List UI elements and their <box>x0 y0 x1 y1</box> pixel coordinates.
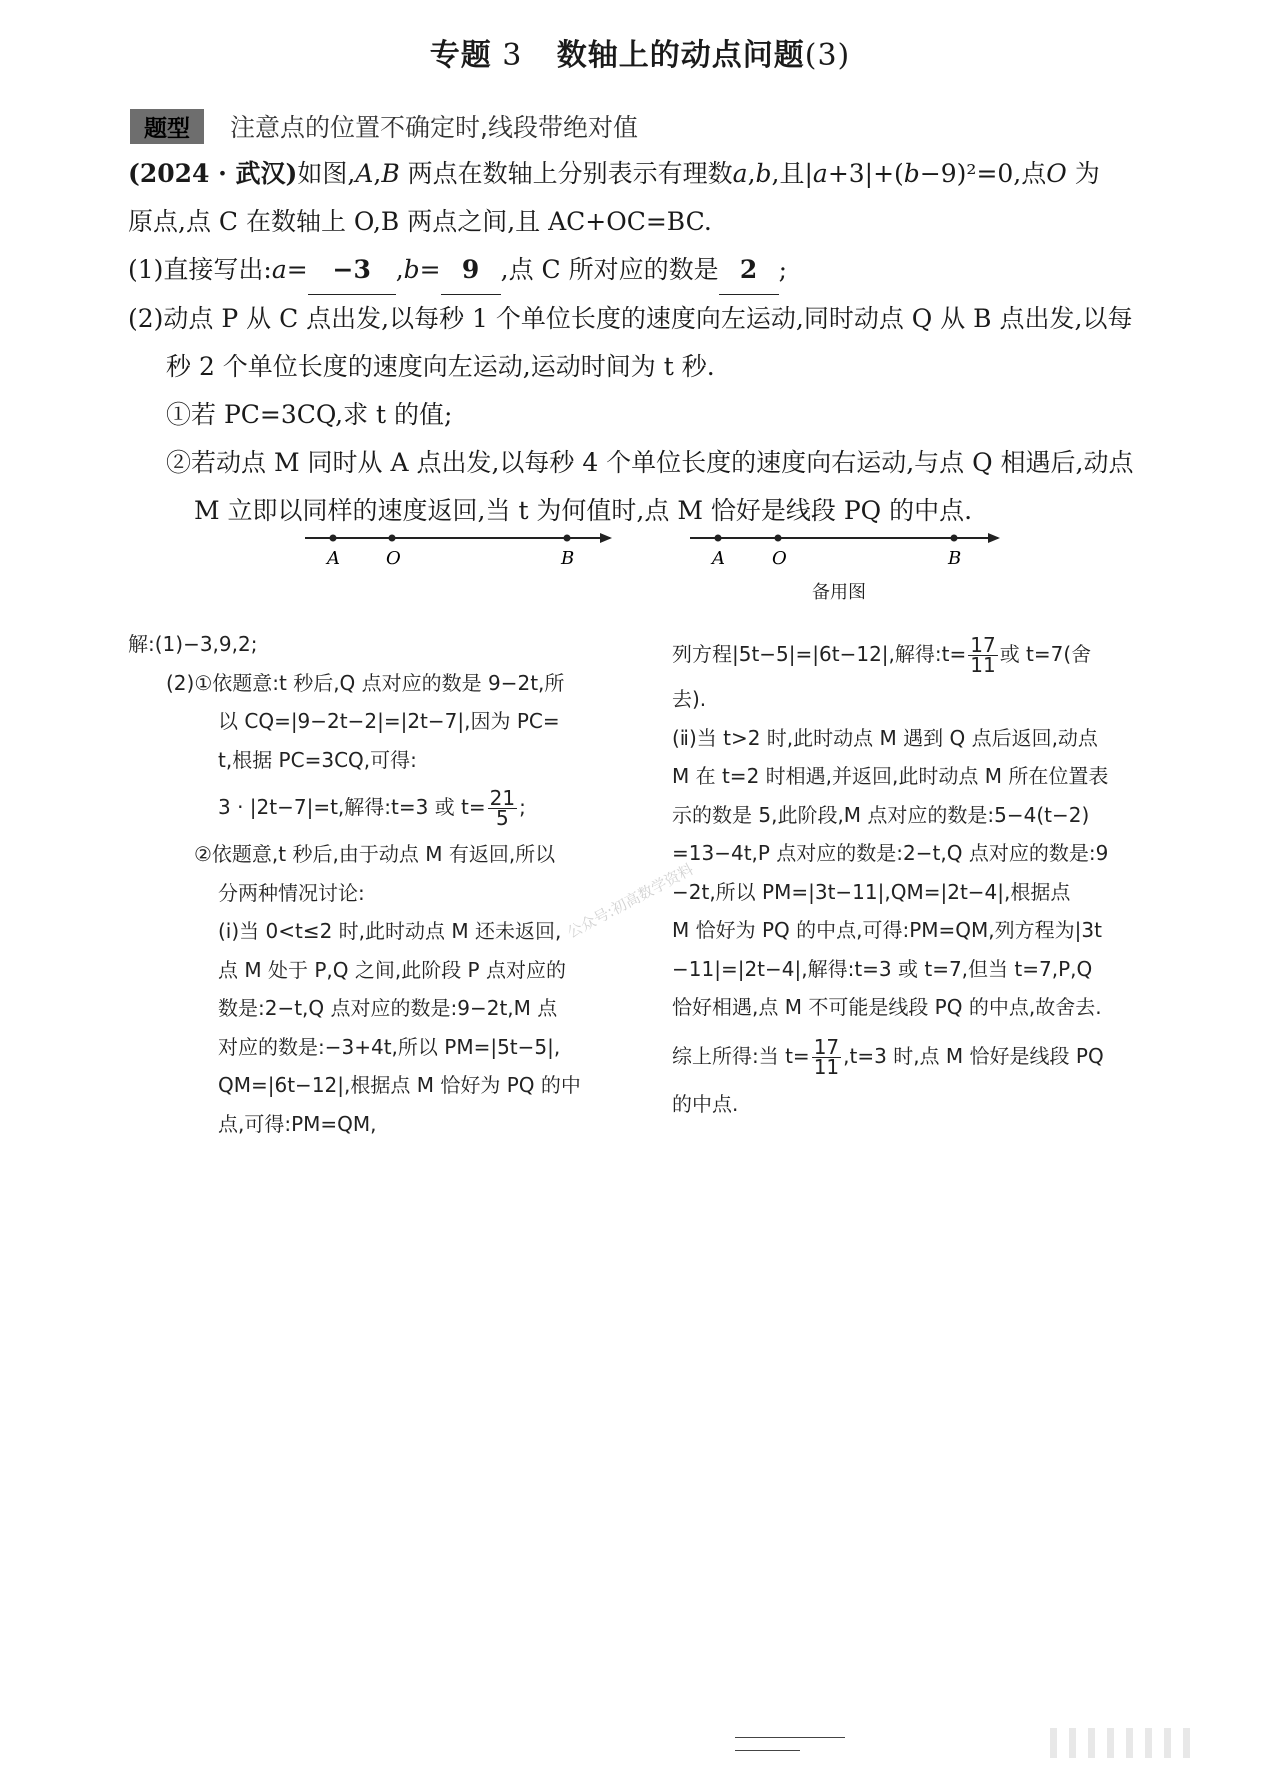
problem-source: (2024 · 武汉) <box>128 159 298 188</box>
solution-right-column <box>672 628 1192 1123</box>
stem-text: A <box>355 159 374 188</box>
solution-text: ; <box>519 795 526 819</box>
footer-decoration <box>1050 1728 1190 1758</box>
stem-text: , <box>373 159 382 188</box>
part-1-text: b <box>403 255 420 284</box>
question-type-text: 注意点的位置不确定时,线段带绝对值 <box>230 113 638 142</box>
fraction <box>968 633 997 677</box>
solution-line: ②依题意,t 秒后,由于动点 M 有返回,所以 <box>194 842 556 866</box>
stem-text: b <box>903 159 920 188</box>
stem-text: −9)²=0,点 <box>919 159 1047 188</box>
part-1-text: , <box>395 255 404 284</box>
solution-left-column <box>128 625 658 1143</box>
solution-text: 或 t=7(舍 <box>999 642 1092 666</box>
part-1-text: = <box>286 255 308 284</box>
solution-line: QM=|6t−12|,根据点 M 恰好为 PQ 的中 <box>218 1073 581 1097</box>
solution-line: −2t,所以 PM=|3t−11|,QM=|2t−4|,根据点 <box>672 879 1071 904</box>
solution-line: M 恰好为 PQ 的中点,可得:PM=QM,列方程为|3t <box>672 918 1102 942</box>
title-main: 数轴上的动点问题 <box>556 38 805 73</box>
question-type-row <box>130 108 638 144</box>
solution-text: ,t=3 时,点 M 恰好是线段 PQ <box>843 1043 1104 1068</box>
stem-text: b <box>755 159 772 188</box>
solution-line: 对应的数是:−3+4t,所以 PM=|5t−5|, <box>218 1034 561 1059</box>
stem-text: a <box>812 159 828 188</box>
solution-line: 点,可得:PM=QM, <box>218 1111 377 1136</box>
solution-line: 解:(1)−3,9,2; <box>128 632 258 656</box>
fraction-numerator: 17 <box>970 633 996 657</box>
number-line-main <box>305 533 612 569</box>
answer-blank-c: 2 <box>719 246 779 295</box>
solution-line: 示的数是 5,此阶段,M 点对应的数是:5−4(t−2) <box>672 802 1090 827</box>
problem-line-2: 原点,点 C 在数轴上 O,B 两点之间,且 AC+OC=BC. <box>128 207 712 236</box>
title-number: 3 <box>502 38 523 73</box>
point-b <box>564 535 571 542</box>
solution-line: (ⅰ)当 0<t≤2 时,此时动点 M 还未返回, <box>218 919 562 943</box>
solution-line: (ⅱ)当 t>2 时,此时动点 M 遇到 Q 点后返回,动点 <box>672 725 1098 750</box>
backup-figure-caption: 备用图 <box>812 582 866 603</box>
stem-text: B <box>381 159 400 188</box>
problem-statement <box>128 150 1188 535</box>
part-1 <box>128 246 1188 295</box>
solution-line: t,根据 PC=3CQ,可得: <box>218 747 417 772</box>
point-a <box>715 535 722 542</box>
fraction-numerator: 21 <box>489 786 516 810</box>
solution-line: 以 CQ=|9−2t−2|=|2t−7|,因为 PC= <box>218 709 560 733</box>
part-1-text: = <box>419 255 441 284</box>
label-b: B <box>948 548 962 569</box>
stem-text: ,且| <box>771 159 813 188</box>
solution-line <box>672 1027 1192 1085</box>
part-2-line-2: 秒 2 个单位长度的速度向左运动,运动时间为 t 秒. <box>166 352 715 381</box>
solution-line: 分两种情况讨论: <box>218 880 365 905</box>
stem-text: O <box>1046 159 1067 188</box>
fraction-denominator: 11 <box>970 653 996 677</box>
footer-bar <box>1088 1728 1095 1758</box>
footer-bar <box>1126 1728 1133 1758</box>
footer-bar <box>1164 1728 1171 1758</box>
part-2-question-2-line-2: M 立即以同样的速度返回,当 t 为何值时,点 M 恰好是线段 PQ 的中点. <box>194 496 973 525</box>
solution-line: 的中点. <box>672 1091 739 1116</box>
title-prefix: 专题 <box>429 38 492 73</box>
part-1-text: (1)直接写出: <box>128 255 272 284</box>
number-line-figures <box>0 520 1280 610</box>
fraction-denominator: 11 <box>813 1054 840 1079</box>
stem-text: +3|+( <box>827 159 904 188</box>
point-a <box>330 535 337 542</box>
footer-rule <box>735 1737 845 1738</box>
watermark: 公众号:初高数学资料 <box>564 860 697 942</box>
solution-line: −11|=|2t−4|,解得:t=3 或 t=7,但当 t=7,P,Q <box>672 956 1093 981</box>
fraction <box>488 786 517 830</box>
stem-text: 为 <box>1066 159 1100 188</box>
fraction <box>812 1034 841 1079</box>
label-o: O <box>386 548 401 569</box>
footer-rule-short <box>735 1750 800 1751</box>
solution-text: 3 · |2t−7|=t,解得:t=3 或 t= <box>218 795 486 819</box>
footer-bar <box>1069 1728 1076 1758</box>
stem-text: a <box>732 159 748 188</box>
solution-line: (2)①依题意:t 秒后,Q 点对应的数是 9−2t,所 <box>166 670 565 695</box>
fraction-numerator: 17 <box>813 1034 840 1059</box>
part-1-text: ,点 C 所对应的数是 <box>500 255 719 284</box>
solution-line: 数是:2−t,Q 点对应的数是:9−2t,M 点 <box>218 996 558 1020</box>
page-title <box>0 30 1280 74</box>
solution-line <box>128 779 658 835</box>
part-2-line-1: (2)动点 P 从 C 点出发,以每秒 1 个单位长度的速度向左运动,同时动点 Q 从 B 点出发,以每 <box>128 304 1133 333</box>
question-type-tag: 题型 <box>130 109 204 144</box>
stem-text: 如图, <box>297 159 356 188</box>
title-suffix: (3) <box>804 38 851 73</box>
point-b <box>951 535 958 542</box>
solution-line: =13−4t,P 点对应的数是:2−t,Q 点对应的数是:9 <box>672 841 1109 865</box>
label-a: A <box>327 548 340 569</box>
point-o <box>389 535 396 542</box>
problem-line-1 <box>128 150 1188 198</box>
solution-line: 点 M 处于 P,Q 之间,此阶段 P 点对应的 <box>218 957 566 982</box>
label-b: B <box>561 548 575 569</box>
solution-line: M 在 t=2 时相遇,并返回,此时动点 M 所在位置表 <box>672 764 1109 788</box>
stem-text: , <box>747 159 756 188</box>
footer-bar <box>1050 1728 1057 1758</box>
footer-bar <box>1145 1728 1152 1758</box>
solution-line <box>672 628 1192 680</box>
label-a: A <box>712 548 725 569</box>
point-o <box>775 535 782 542</box>
solution-text: 列方程|5t−5|=|6t−12|,解得:t= <box>672 642 967 666</box>
stem-text: 两点在数轴上分别表示有理数 <box>399 159 733 188</box>
part-1-text: ; <box>778 255 788 284</box>
part-2-question-1: ①若 PC=3CQ,求 t 的值; <box>166 400 453 429</box>
label-o: O <box>772 548 787 569</box>
part-2-question-2-line-1: ②若动点 M 同时从 A 点出发,以每秒 4 个单位长度的速度向右运动,与点 Q 相遇后,动点 <box>166 448 1134 477</box>
part-1-text: a <box>271 255 287 284</box>
solution-line: 去). <box>672 687 707 711</box>
footer-bar <box>1107 1728 1114 1758</box>
answer-blank-b: 9 <box>441 246 501 295</box>
number-line-backup <box>690 533 1000 569</box>
solution-text: 综上所得:当 t= <box>672 1043 810 1068</box>
footer-bar <box>1183 1728 1190 1758</box>
fraction-denominator: 5 <box>496 806 509 830</box>
answer-blank-a: −3 <box>308 246 396 295</box>
solution-line: 恰好相遇,点 M 不可能是线段 PQ 的中点,故舍去. <box>672 995 1102 1019</box>
